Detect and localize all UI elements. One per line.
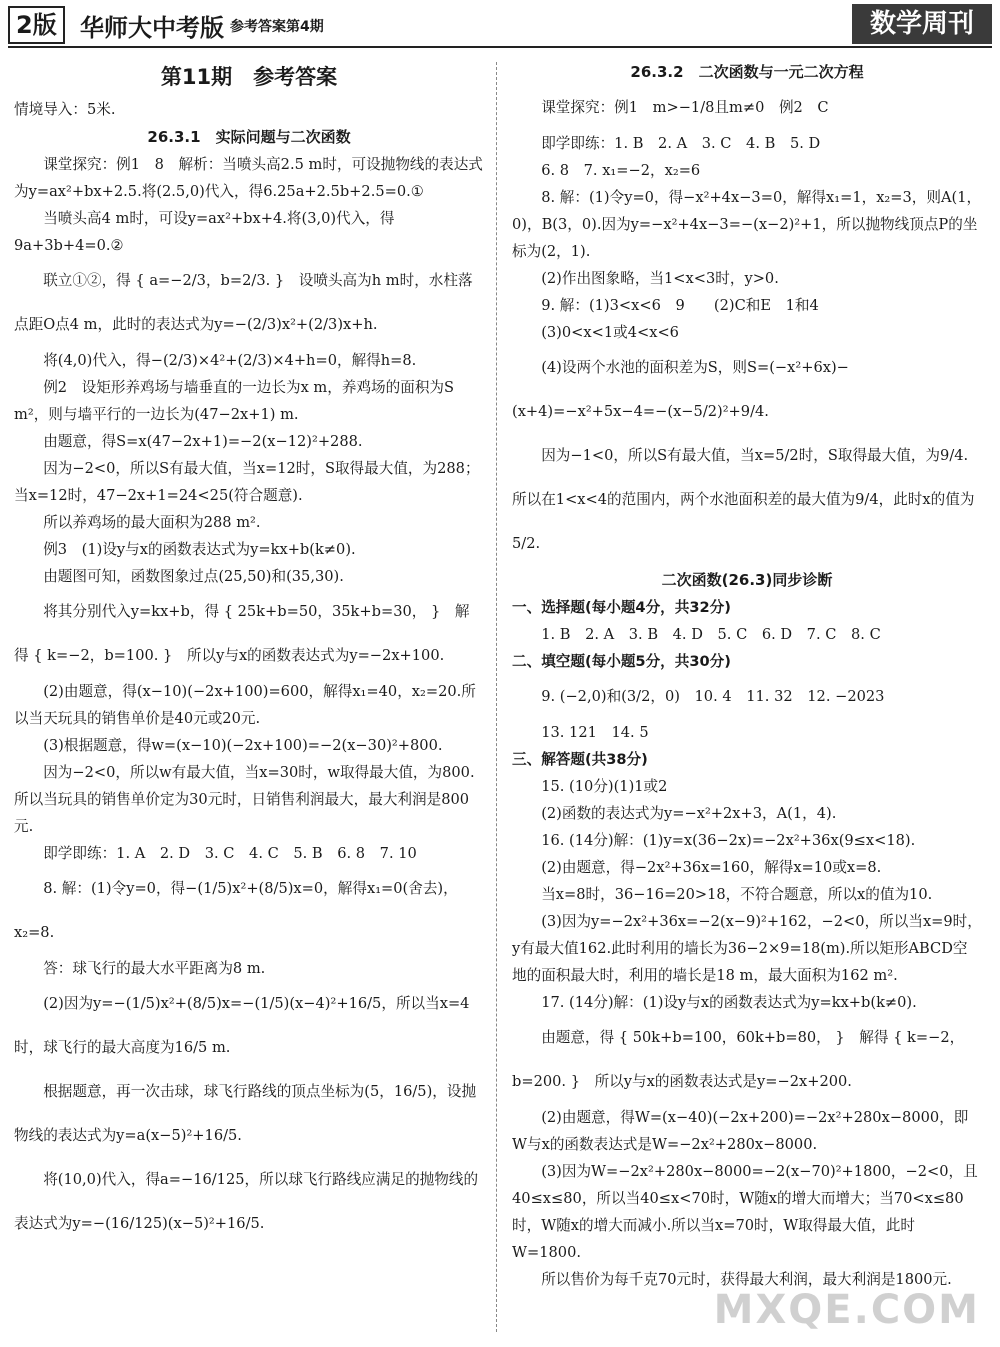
- left-answer-paragraph: 将(10,0)代入，得a=−16/125，所以球飞行路线应满足的抛物线的表达式为y=−(16/125)(x−5)²+16/5.: [14, 1171, 479, 1232]
- watermark-logo: MXQE.COM: [713, 1287, 980, 1333]
- right-answer-paragraph: 13. 121 14. 5: [541, 724, 649, 741]
- publisher-name: 华师大中考版: [80, 14, 224, 42]
- column-divider: [496, 62, 497, 1332]
- left-section-heading: 26.3.1 实际问题与二次函数: [147, 128, 351, 146]
- right-answer-paragraph: 15. (10分)(1)1或2: [541, 778, 668, 795]
- right-part-heading: 二、填空题(每小题5分，共30分): [512, 653, 731, 670]
- left-answer-paragraph: 因为−2<0，所以w有最大值，当x=30时，w取得最大值，为800.所以当玩具的销售单价定为30元时，日销售利润最大，最大利润是800元.: [14, 764, 475, 835]
- right-answer-paragraph: (2)作出图象略，当1<x<3时，y>0.: [541, 270, 779, 287]
- left-answer-paragraph: 例2 设矩形养鸡场与墙垂直的一边长为x m，养鸡场的面积为S m²，则与墙平行的一边长为(47−2x+1) m.: [14, 379, 455, 423]
- left-answer-paragraph: 当喷头高4 m时，可设y=ax²+bx+4.将(3,0)代入，得9a+3b+4=0.②: [14, 210, 395, 254]
- right-answer-paragraph: 9. 解：(1)3<x<6 9 (2)C和E 1和4: [541, 297, 819, 314]
- header-rule: [8, 46, 992, 48]
- right-answer-paragraph: (2)由题意，得W=(x−40)(−2x+200)=−2x²+280x−8000，即W与x的函数表达式是W=−2x²+280x−8000.: [512, 1109, 969, 1153]
- right-answer-paragraph: 由题意，得 { 50k+b=100，60k+b=80， } 解得 { k=−2，b=200. } 所以y与x的函数表达式是y=−2x+200.: [512, 1029, 965, 1090]
- left-answer-paragraph: 将(4,0)代入，得−(2/3)×4²+(2/3)×4+h=0，解得h=8.: [43, 352, 417, 369]
- right-column: [512, 58, 982, 1293]
- left-answer-paragraph: 根据题意，再一次击球，球飞行路线的顶点坐标为(5，16/5)，设抛物线的表达式为y=a(x−5)²+16/5.: [14, 1083, 477, 1144]
- right-answer-paragraph: (2)由题意，得−2x²+36x=160，解得x=10或x=8.: [541, 859, 882, 876]
- page-header: [0, 0, 1000, 44]
- right-answer-paragraph: 8. 解：(1)令y=0，得−x²+4x−3=0，解得x₁=1，x₂=3，则A(1，0)，B(3，0).因为y=−x²+4x−3=−(x−2)²+1，所以抛物线顶点P的坐标为(2，1).: [512, 189, 982, 260]
- right-answer-paragraph: 17. (14分)解：(1)设y与x的函数表达式为y=kx+b(k≠0).: [541, 994, 917, 1011]
- left-answer-paragraph: 联立①②，得 { a=−2/3，b=2/3. } 设喷头高为h m时，水柱落点距O点4 m，此时的表达式为y=−(2/3)x²+(2/3)x+h.: [14, 272, 473, 333]
- left-answer-paragraph: 8. 解：(1)令y=0，得−(1/5)x²+(8/5)x=0，解得x₁=0(舍去)，x₂=8.: [14, 880, 458, 941]
- issue-label: 参考答案第4期: [230, 19, 324, 35]
- left-answer-paragraph: 所以养鸡场的最大面积为288 m².: [43, 514, 261, 531]
- left-answer-paragraph: 由题意，得S=x(47−2x+1)=−2(x−12)²+288.: [43, 433, 363, 450]
- right-answer-paragraph: 16. (14分)解：(1)y=x(36−2x)=−2x²+36x(9≤x<18).: [541, 832, 916, 849]
- right-answer-paragraph: 1. B 2. A 3. B 4. D 5. C 6. D 7. C 8. C: [541, 626, 881, 643]
- left-answer-paragraph: (3)根据题意，得w=(x−10)(−2x+100)=−2(x−30)²+800.: [43, 737, 443, 754]
- left-answer-paragraph: 由题图可知，函数图象过点(25,50)和(35,30).: [43, 568, 344, 585]
- left-answer-paragraph: 课堂探究：例1 8 解析：当喷头高2.5 m时，可设抛物线的表达式为y=ax²+bx+2.5.将(2.5,0)代入，得6.25a+2.5b+2.5=0.①: [14, 156, 483, 200]
- right-section-heading: 二次函数(26.3)同步诊断: [661, 571, 833, 589]
- right-answer-paragraph: 因为−1<0，所以S有最大值，当x=5/2时，S取得最大值，为9/4.所以在1<x<4的范围内，两个水池面积差的最大值为9/4，此时x的值为5/2.: [512, 447, 975, 552]
- left-answer-paragraph: 答：球飞行的最大水平距离为8 m.: [43, 960, 266, 977]
- right-answer-paragraph: (3)0<x<1或4<x<6: [541, 324, 679, 341]
- right-answer-paragraph: 当x=8时，36−16=20>18，不符合题意，所以x的值为10.: [541, 886, 933, 903]
- left-answer-paragraph: 因为−2<0，所以S有最大值，当x=12时，S取得最大值，为288；当x=12时，47−2x+1=24<25(符合题意).: [14, 460, 480, 504]
- right-answer-paragraph: (2)函数的表达式为y=−x²+2x+3，A(1，4).: [541, 805, 837, 822]
- right-part-heading: 一、选择题(每小题4分，共32分): [512, 599, 731, 616]
- page-title: 第11期 参考答案: [160, 65, 338, 89]
- left-answer-paragraph: 例3 (1)设y与x的函数表达式为y=kx+b(k≠0).: [43, 541, 356, 558]
- left-column: [14, 58, 484, 1246]
- right-answer-paragraph: 6. 8 7. x₁=−2，x₂=6: [541, 162, 701, 179]
- right-answer-paragraph: 9. (−2,0)和(3/2，0) 10. 4 11. 32 12. −2023: [541, 688, 885, 705]
- left-column-body: [14, 96, 484, 1246]
- right-section-heading: 26.3.2 二次函数与一元二次方程: [630, 63, 864, 81]
- page-number-label: 2版: [8, 6, 65, 44]
- left-answer-paragraph: (2)由题意，得(x−10)(−2x+100)=600，解得x₁=40，x₂=20.所以当天玩具的销售单价是40元或20元.: [14, 683, 476, 727]
- left-answer-paragraph: (2)因为y=−(1/5)x²+(8/5)x=−(1/5)(x−4)²+16/5，所以当x=4时，球飞行的最大高度为16/5 m.: [14, 995, 470, 1056]
- right-answer-paragraph: 课堂探究：例1 m>−1/8且m≠0 例2 C: [541, 99, 829, 116]
- brand-banner: 数学周刊: [852, 4, 992, 44]
- right-part-heading: 三、解答题(共38分): [512, 751, 648, 768]
- right-answer-paragraph: (3)因为y=−2x²+36x=−2(x−9)²+162，−2<0，所以当x=9时，y有最大值162.此时利用的墙长为36−2×9=18(m).所以矩形ABCD空地的面积最大时，利用的墙长是18 m，最大面积为162 m².: [512, 913, 982, 984]
- left-answer-paragraph: 即学即练：1. A 2. D 3. C 4. C 5. B 6. 8 7. 10: [43, 845, 417, 862]
- right-column-body: [512, 58, 982, 1293]
- right-answer-paragraph: (4)设两个水池的面积差为S，则S=(−x²+6x)−(x+4)=−x²+5x−4=−(x−5/2)²+9/4.: [512, 359, 849, 420]
- left-answer-paragraph: 情境导入：5米.: [14, 101, 116, 118]
- right-answer-paragraph: 所以售价为每千克70元时，获得最大利润，最大利润是1800元.: [541, 1271, 952, 1288]
- right-answer-paragraph: 即学即练：1. B 2. A 3. C 4. B 5. D: [541, 135, 821, 152]
- right-answer-paragraph: (3)因为W=−2x²+280x−8000=−2(x−70)²+1800，−2<0，且40≤x≤80，所以当40≤x<70时，W随x的增大而增大；当70<x≤80时，W随x的增大而减小.所以当x=70时，W取得最大值，此时W=1800.: [512, 1163, 978, 1261]
- left-answer-paragraph: 将其分别代入y=kx+b，得 { 25k+b=50，35k+b=30， } 解得 { k=−2，b=100. } 所以y与x的函数表达式为y=−2x+100.: [14, 603, 470, 664]
